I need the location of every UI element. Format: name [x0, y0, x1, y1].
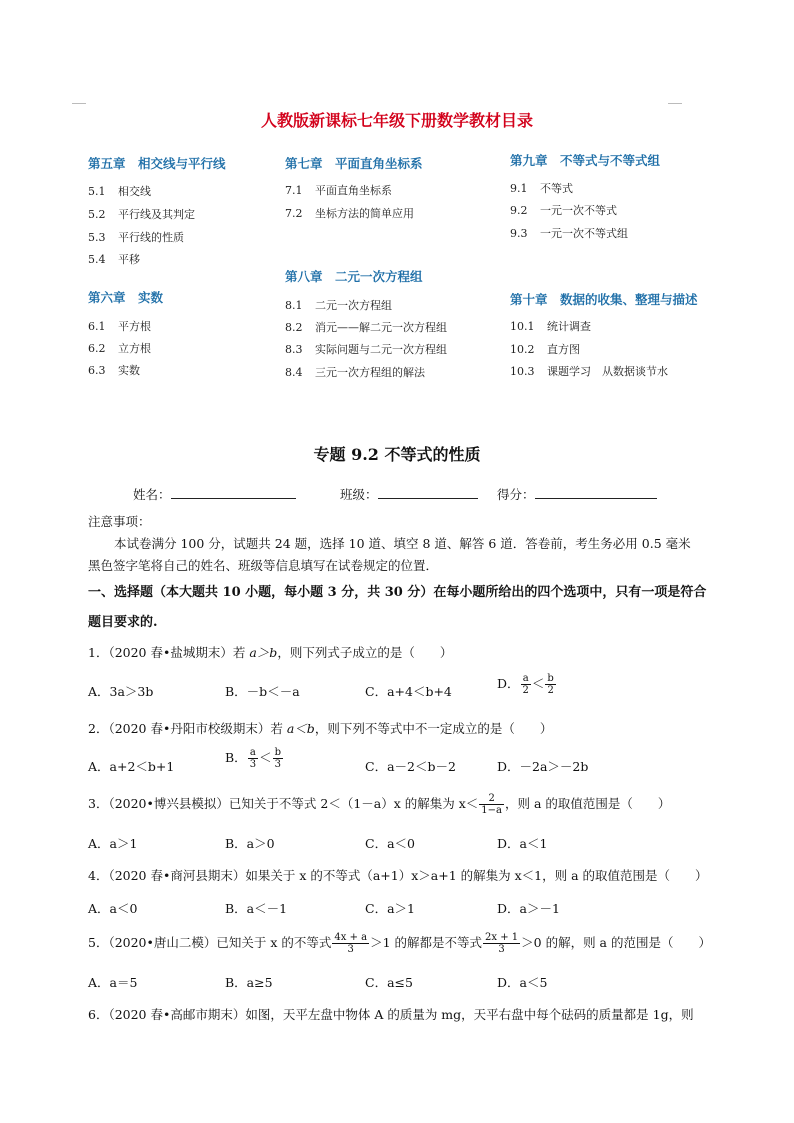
section-5-1: 5.1 相交线	[88, 185, 151, 198]
corner-mark-right	[668, 103, 682, 104]
section1-heading-line1: 一、选择题（本大题共 10 小题，每小题 3 分，共 30 分）在每小题所给出的四个选项中，只有一项是符合	[88, 585, 707, 600]
chapter5-title: 第五章 相交线与平行线	[88, 156, 226, 171]
chapter8-title: 第八章 二元一次方程组	[285, 269, 423, 284]
q1-option-a[interactable]: A．3a＞3b	[88, 684, 154, 699]
section-6-2: 6.2 立方根	[88, 342, 151, 355]
topic-title: 专题 9.2 不等式的性质	[313, 445, 481, 464]
question-3-stem: 3．（2020•博兴县模拟）已知关于不等式 2＜（1－a）x 的解集为 x＜ $\frac{2}{1-a}$ ，则 a 的取值范围是（ ）	[88, 793, 671, 816]
section-6-3: 6.3 实数	[88, 364, 140, 377]
q1-option-d[interactable]: D． $\frac{a}{2}$ ＜ $\frac{b}{2}$	[497, 673, 554, 696]
chapter6-title: 第六章 实数	[88, 290, 164, 305]
q4-option-d[interactable]: D．a＞－1	[497, 901, 560, 916]
chapter9-title: 第九章 不等式与不等式组	[510, 153, 661, 168]
section-8-2: 8.2 消元——解二元一次方程组	[285, 321, 447, 334]
toc-title: 人教版新课标七年级下册数学教材目录	[260, 111, 533, 130]
section-6-1: 6.1 平方根	[88, 320, 151, 333]
class-label: 班级：	[340, 487, 378, 502]
question-2-stem: 2．（2020 春•丹阳市校级期末）若 a＜b，则下列不等式中不一定成立的是（ ）	[88, 721, 553, 736]
section-9-3: 9.3 一元一次不等式组	[510, 227, 628, 240]
section-10-3: 10.3 课题学习 从数据谈节水	[510, 365, 668, 378]
question-1-stem: 1．（2020 春•盐城期末）若 a＞b，则下列式子成立的是（ ）	[88, 645, 453, 660]
section-9-1: 9.1 不等式	[510, 182, 573, 195]
question-4-stem: 4．（2020 春•商河县期末）如果关于 x 的不等式（a+1）x＞a+1 的解集为 x＜1，则 a 的取值范围是（ ）	[88, 868, 708, 883]
section-5-2: 5.2 平行线及其判定	[88, 208, 195, 221]
q2-option-b[interactable]: B． $\frac{a}{3}$ ＜ $\frac{b}{3}$	[225, 747, 281, 770]
chapter10-title: 第十章 数据的收集、整理与描述	[510, 292, 698, 307]
section-8-3: 8.3 实际问题与二元一次方程组	[285, 343, 447, 356]
q4-option-b[interactable]: B．a＜－1	[225, 901, 288, 916]
section-5-4: 5.4 平移	[88, 253, 140, 266]
q2-option-c[interactable]: C．a－2＜b－2	[365, 759, 456, 774]
section-7-1: 7.1 平面直角坐标系	[285, 184, 392, 197]
notice-line1: 本试卷满分 100 分，试题共 24 题，选择 10 道、填空 8 道、解答 6 道．答卷前，考生务必用 0.5 毫米	[114, 536, 691, 551]
q2-option-a[interactable]: A．a+2＜b+1	[88, 759, 175, 774]
q3-option-d[interactable]: D．a＜1	[497, 836, 548, 851]
name-field[interactable]	[133, 485, 296, 503]
name-blank[interactable]	[171, 486, 296, 499]
section-10-1: 10.1 统计调查	[510, 320, 591, 333]
class-blank[interactable]	[378, 486, 478, 499]
notice-line2: 黑色签字笔将自己的姓名、班级等信息填写在试卷规定的位置．	[88, 558, 439, 573]
question-5-stem: 5．（2020•唐山二模）已知关于 x 的不等式 $\frac{4x + a}{3}$ ＞1 的解都是不等式 $\frac{2x + 1}{3}$ ＞0 的解，则 a 的范围是（ ）	[88, 932, 711, 955]
q4-option-a[interactable]: A．a＜0	[88, 901, 138, 916]
section-9-2: 9.2 一元一次不等式	[510, 204, 617, 217]
q5-option-c[interactable]: C．a≤5	[365, 975, 413, 990]
section-8-4: 8.4 三元一次方程组的解法	[285, 366, 425, 379]
corner-mark-left	[72, 103, 86, 104]
name-label: 姓名：	[133, 487, 171, 502]
q1-option-b[interactable]: B．－b＜－a	[225, 684, 300, 699]
class-field[interactable]	[340, 485, 478, 503]
q1-option-c[interactable]: C．a+4＜b+4	[365, 684, 452, 699]
q4-option-c[interactable]: C．a＞1	[365, 901, 415, 916]
q3-option-a[interactable]: A．a＞1	[88, 836, 138, 851]
chapter7-title: 第七章 平面直角坐标系	[285, 156, 423, 171]
score-blank[interactable]	[535, 486, 657, 499]
q5-option-b[interactable]: B．a≥5	[225, 975, 273, 990]
notice-title: 注意事项：	[88, 514, 151, 529]
q3-option-c[interactable]: C．a＜0	[365, 836, 415, 851]
section-5-3: 5.3 平行线的性质	[88, 231, 184, 244]
section1-heading-line2: 题目要求的.	[88, 615, 158, 630]
section-10-2: 10.2 直方图	[510, 343, 580, 356]
section-7-2: 7.2 坐标方法的简单应用	[285, 207, 414, 220]
q5-option-a[interactable]: A．a＝5	[88, 975, 138, 990]
q3-option-b[interactable]: B．a＞0	[225, 836, 275, 851]
q2-option-d[interactable]: D．－2a＞－2b	[497, 759, 589, 774]
section-8-1: 8.1 二元一次方程组	[285, 299, 392, 312]
question-6-stem: 6．（2020 春•高邮市期末）如图，天平左盘中物体 A 的质量为 mg，天平右盘中每个砝码的质量都是 1g，则	[88, 1007, 694, 1022]
score-field[interactable]	[497, 485, 657, 503]
score-label: 得分：	[497, 487, 535, 502]
q5-option-d[interactable]: D．a＜5	[497, 975, 548, 990]
